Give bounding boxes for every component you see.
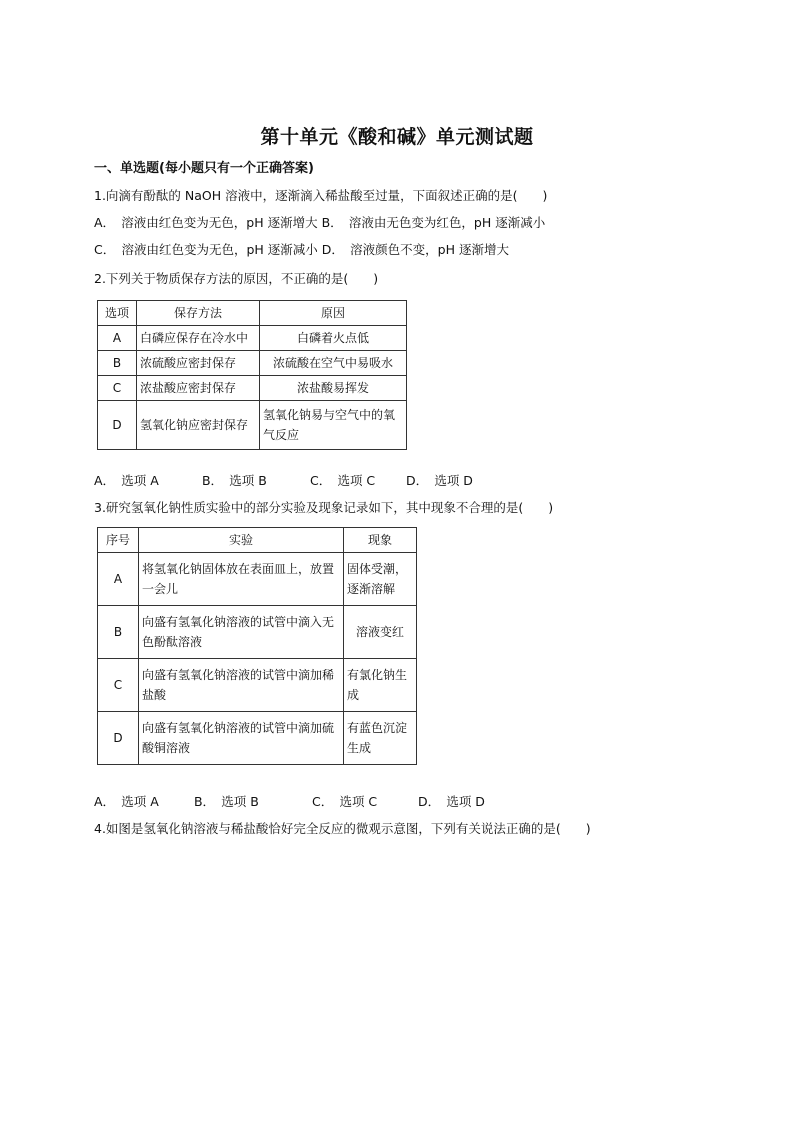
q1-option-d[interactable]: D． 溶液颜色不变，pH 逐渐增大 [321,242,509,257]
table-cell: 白磷着火点低 [260,326,407,351]
q2-option-c[interactable]: C． 选项 C [309,473,376,488]
section-heading: 一、单选题(每小题只有一个正确答案) [94,161,314,176]
table-cell: 溶液变红 [344,606,417,659]
q3-option-b[interactable]: B． 选项 B [193,794,259,809]
page-title: 第十单元《酸和碱》单元测试题 [260,126,534,148]
q2-option-b[interactable]: B． 选项 B [201,473,267,488]
table-row [98,553,417,606]
q2-stem: 2.下列关于物质保存方法的原因，不正确的是( ) [94,271,379,286]
table-header-row [98,301,407,326]
table-cell: B [98,351,137,376]
table-header: 实验 [139,528,344,553]
table-cell: D [98,712,139,765]
table-row [98,326,407,351]
q3-stem: 3.研究氢氧化钠性质实验中的部分实验及现象记录如下，其中现象不合理的是( ) [94,500,554,515]
table-cell: 向盛有氢氧化钠溶液的试管中滴加硫酸铜溶液 [139,712,344,765]
table-row [98,659,417,712]
table-header-row [98,528,417,553]
q1-options-row2 [94,241,509,259]
table-row [98,376,407,401]
table-cell: 氢氧化钠易与空气中的氧气反应 [260,401,407,450]
q3-options [94,793,485,811]
table-cell: C [98,376,137,401]
table-cell: 向盛有氢氧化钠溶液的试管中滴入无色酚酞溶液 [139,606,344,659]
q3-option-c[interactable]: C． 选项 C [311,794,378,809]
q1-option-a[interactable]: A． 溶液由红色变为无色，pH 逐渐增大 [94,215,318,230]
table-header: 序号 [98,528,139,553]
table-cell: 浓硫酸应密封保存 [137,351,260,376]
table-cell: 有氯化钠生成 [344,659,417,712]
table-cell: 浓硫酸在空气中易吸水 [260,351,407,376]
table-row [98,401,407,450]
table-cell: A [98,326,137,351]
table-row [98,712,417,765]
table-cell: 向盛有氢氧化钠溶液的试管中滴加稀盐酸 [139,659,344,712]
table-cell: B [98,606,139,659]
table-cell: C [98,659,139,712]
table-cell: 氢氧化钠应密封保存 [137,401,260,450]
table-cell: 固体受潮，逐渐溶解 [344,553,417,606]
q2-option-a[interactable]: A． 选项 A [94,473,159,488]
table-cell: 浓盐酸应密封保存 [137,376,260,401]
q3-table [97,527,417,765]
table-cell: 浓盐酸易挥发 [260,376,407,401]
table-header: 保存方法 [137,301,260,326]
table-row [98,351,407,376]
q3-option-a[interactable]: A． 选项 A [94,794,159,809]
q1-options-row1 [94,214,545,232]
table-cell: 有蓝色沉淀生成 [344,712,417,765]
table-cell: A [98,553,139,606]
q2-table [97,300,407,450]
table-header: 原因 [260,301,407,326]
table-cell: 将氢氧化钠固体放在表面皿上，放置一会儿 [139,553,344,606]
q2-options [94,472,473,490]
table-header: 选项 [98,301,137,326]
q4-stem: 4.如图是氢氧化钠溶液与稀盐酸恰好完全反应的微观示意图，下列有关说法正确的是( ) [94,821,591,836]
table-cell: 白磷应保存在冷水中 [137,326,260,351]
q3-option-d[interactable]: D． 选项 D [417,794,485,809]
table-header: 现象 [344,528,417,553]
q2-option-d[interactable]: D． 选项 D [405,473,473,488]
q1-stem: 1.向滴有酚酞的 NaOH 溶液中，逐渐滴入稀盐酸至过量，下面叙述正确的是( ) [94,188,548,203]
q1-option-c[interactable]: C． 溶液由红色变为无色，pH 逐渐减小 [94,242,318,257]
table-cell: D [98,401,137,450]
table-row [98,606,417,659]
q1-option-b[interactable]: B． 溶液由无色变为红色，pH 逐渐减小 [321,215,546,230]
